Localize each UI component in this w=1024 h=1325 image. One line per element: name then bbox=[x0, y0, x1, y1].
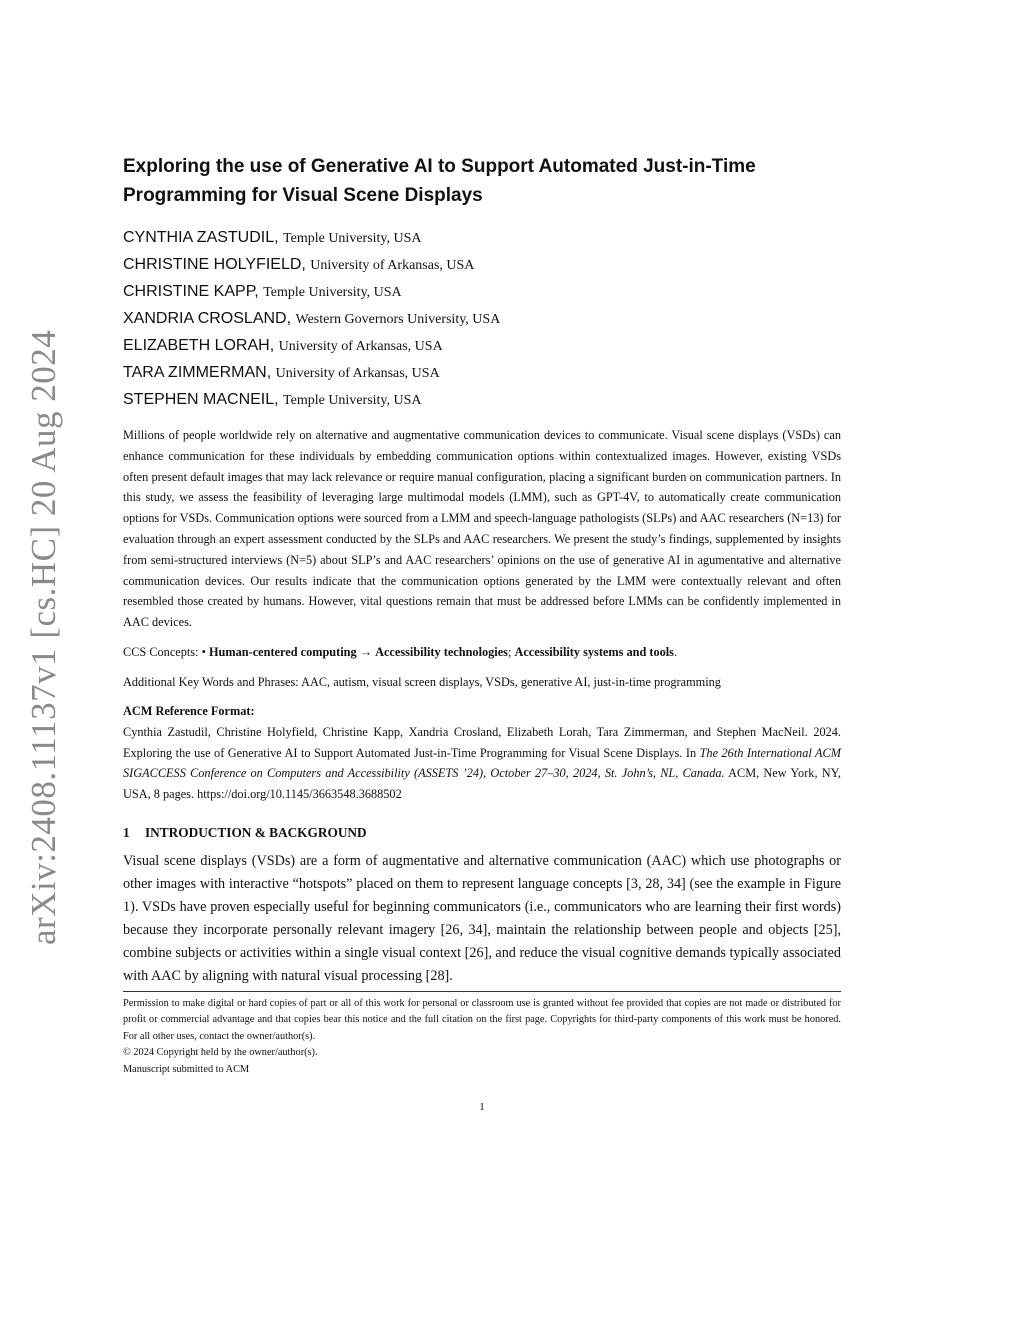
arxiv-identifier: arXiv:2408.11137v1 [cs.HC] 20 Aug 2024 bbox=[24, 329, 63, 945]
author-affiliation: Temple University, USA bbox=[283, 393, 422, 408]
author-name: XANDRIA CROSLAND bbox=[123, 310, 287, 327]
permission-notice: Permission to make digital or hard copies of part or all of this work for personal or classroom use is granted without fee provided that copies are not made or distributed for profit or commercial advantage and that copies bear this notice and the full citation on the first page. Copyrights for third-party components of this work must be honored. For all other uses, contact the owner/author(s). bbox=[123, 998, 841, 1042]
paper-title: Exploring the use of Generative AI to Support Automated Just-in-Time Programming for Visual Scene Displays bbox=[123, 156, 756, 206]
author-affiliation: Temple University, USA bbox=[263, 285, 402, 300]
author-affiliation: University of Arkansas, USA bbox=[310, 258, 475, 273]
acm-reference-heading: ACM Reference Format: bbox=[123, 704, 255, 718]
ccs-end: . bbox=[673, 645, 678, 659]
section-number: 1 bbox=[123, 825, 130, 840]
footnotes bbox=[123, 996, 841, 1078]
author-name: TARA ZIMMERMAN bbox=[123, 364, 267, 381]
author-entry: CHRISTINE KAPP, Temple University, USA bbox=[123, 283, 402, 300]
copyright-notice: © 2024 Copyright held by the owner/author(s). bbox=[123, 1047, 318, 1059]
ccs-separator: ; bbox=[507, 645, 512, 659]
ccs-concept: Accessibility technologies bbox=[375, 645, 508, 659]
footnote-divider bbox=[123, 991, 841, 992]
author-affiliation: Temple University, USA bbox=[283, 231, 422, 246]
manuscript-note: Manuscript submitted to ACM bbox=[123, 1063, 250, 1075]
ccs-label: CCS Concepts: • bbox=[123, 645, 206, 659]
author-list bbox=[123, 226, 841, 415]
acm-reference bbox=[123, 701, 841, 805]
introduction-paragraph: Visual scene displays (VSDs) are a form of augmentative and alternative communication (AAC) which use photographs or other images with interactive “hotspots” placed on them to represent language concepts [3, 28, 34] (see the example in Figure 1). VSDs have proven especially useful for beginning communicators (i.e., communicators who are learning their first words) because they incorporate personally relevant imagery [26, 34], maintain the relationship between people and objects [25], combine subjects or activities within a single visual context [26], and reduce the visual cognitive demands typically associated with AAC by aligning with natural visual processing [28]. bbox=[123, 853, 841, 984]
ccs-concept: Human-centered computing bbox=[208, 645, 357, 659]
page-number: 1 bbox=[479, 1101, 485, 1113]
reference-authors-title: Cynthia Zastudil, Christine Holyfield, Christine Kapp, Xandria Crosland, Elizabeth Lorah, Tara Zimmerman, and Stephen MacNeil. 2024. Exploring the use of Generative AI to Support Automated Just-in-Time Programming for Visual Scene Displays. In bbox=[123, 724, 841, 760]
author-name: CHRISTINE KAPP bbox=[123, 283, 255, 300]
section-title: INTRODUCTION & BACKGROUND bbox=[145, 825, 367, 840]
abstract: Millions of people worldwide rely on alternative and augmentative communication devices to communicate. Visual scene displays (VSDs) can enhance communication for these individuals by embedding communication options within contextualized images. However, existing VSDs often present default images that may lack relevance or require manual configuration, placing a significant burden on communication partners. In this study, we assess the feasibility of leveraging large multimodal models (LMM), such as GPT-4V, to automatically create communication options for VSDs. Communication options were sourced from a LMM and speech-language pathologists (SLPs) and AAC researchers (N=13) for evaluation through an expert assessment conducted by the SLPs and AAC researchers. We present the study’s findings, supplemented by insights from semi-structured interviews (N=5) about SLP’s and AAC researchers’ opinions on the use of generative AI in agumentative and alternative communication devices. Our results indicate that the communication options generated by the LMM were contextually relevant and often resembled those created by humans. However, vital questions remain that must be addressed before LMMs can be confidently implemented in AAC devices. bbox=[123, 428, 841, 630]
author-entry: ELIZABETH LORAH, University of Arkansas, USA bbox=[123, 337, 443, 354]
acm-reference-text bbox=[123, 722, 841, 805]
reference-venue: The 26th International ACM SIGACCESS Conference on Computers and Accessibility (ASSETS ’24), October 27–30, 2024, St. John’s, NL, Canada. bbox=[123, 745, 841, 781]
author-name: ELIZABETH LORAH bbox=[123, 337, 270, 354]
author-name: CYNTHIA ZASTUDIL bbox=[123, 229, 275, 246]
ccs-arrow: → bbox=[359, 645, 373, 659]
author-entry: XANDRIA CROSLAND, Western Governors University, USA bbox=[123, 310, 501, 327]
author-entry: CYNTHIA ZASTUDIL, Temple University, USA bbox=[123, 229, 422, 246]
author-name: STEPHEN MACNEIL bbox=[123, 391, 275, 408]
author-affiliation: Western Governors University, USA bbox=[295, 312, 501, 327]
section-heading bbox=[123, 823, 841, 843]
author-affiliation: University of Arkansas, USA bbox=[275, 366, 440, 381]
author-affiliation: University of Arkansas, USA bbox=[278, 339, 443, 354]
keywords: Additional Key Words and Phrases: AAC, autism, visual screen displays, VSDs, generative AI, just-in-time programming bbox=[123, 675, 721, 689]
author-name: CHRISTINE HOLYFIELD bbox=[123, 256, 302, 273]
author-entry: STEPHEN MACNEIL, Temple University, USA bbox=[123, 391, 422, 408]
author-entry: TARA ZIMMERMAN, University of Arkansas, USA bbox=[123, 364, 440, 381]
ccs-concept: Accessibility systems and tools bbox=[514, 645, 674, 659]
author-entry: CHRISTINE HOLYFIELD, University of Arkansas, USA bbox=[123, 256, 475, 273]
ccs-concepts bbox=[123, 642, 841, 662]
reference-publisher-doi: ACM, New York, NY, USA, 8 pages. https://doi.org/10.1145/3663548.3688502 bbox=[123, 766, 841, 802]
